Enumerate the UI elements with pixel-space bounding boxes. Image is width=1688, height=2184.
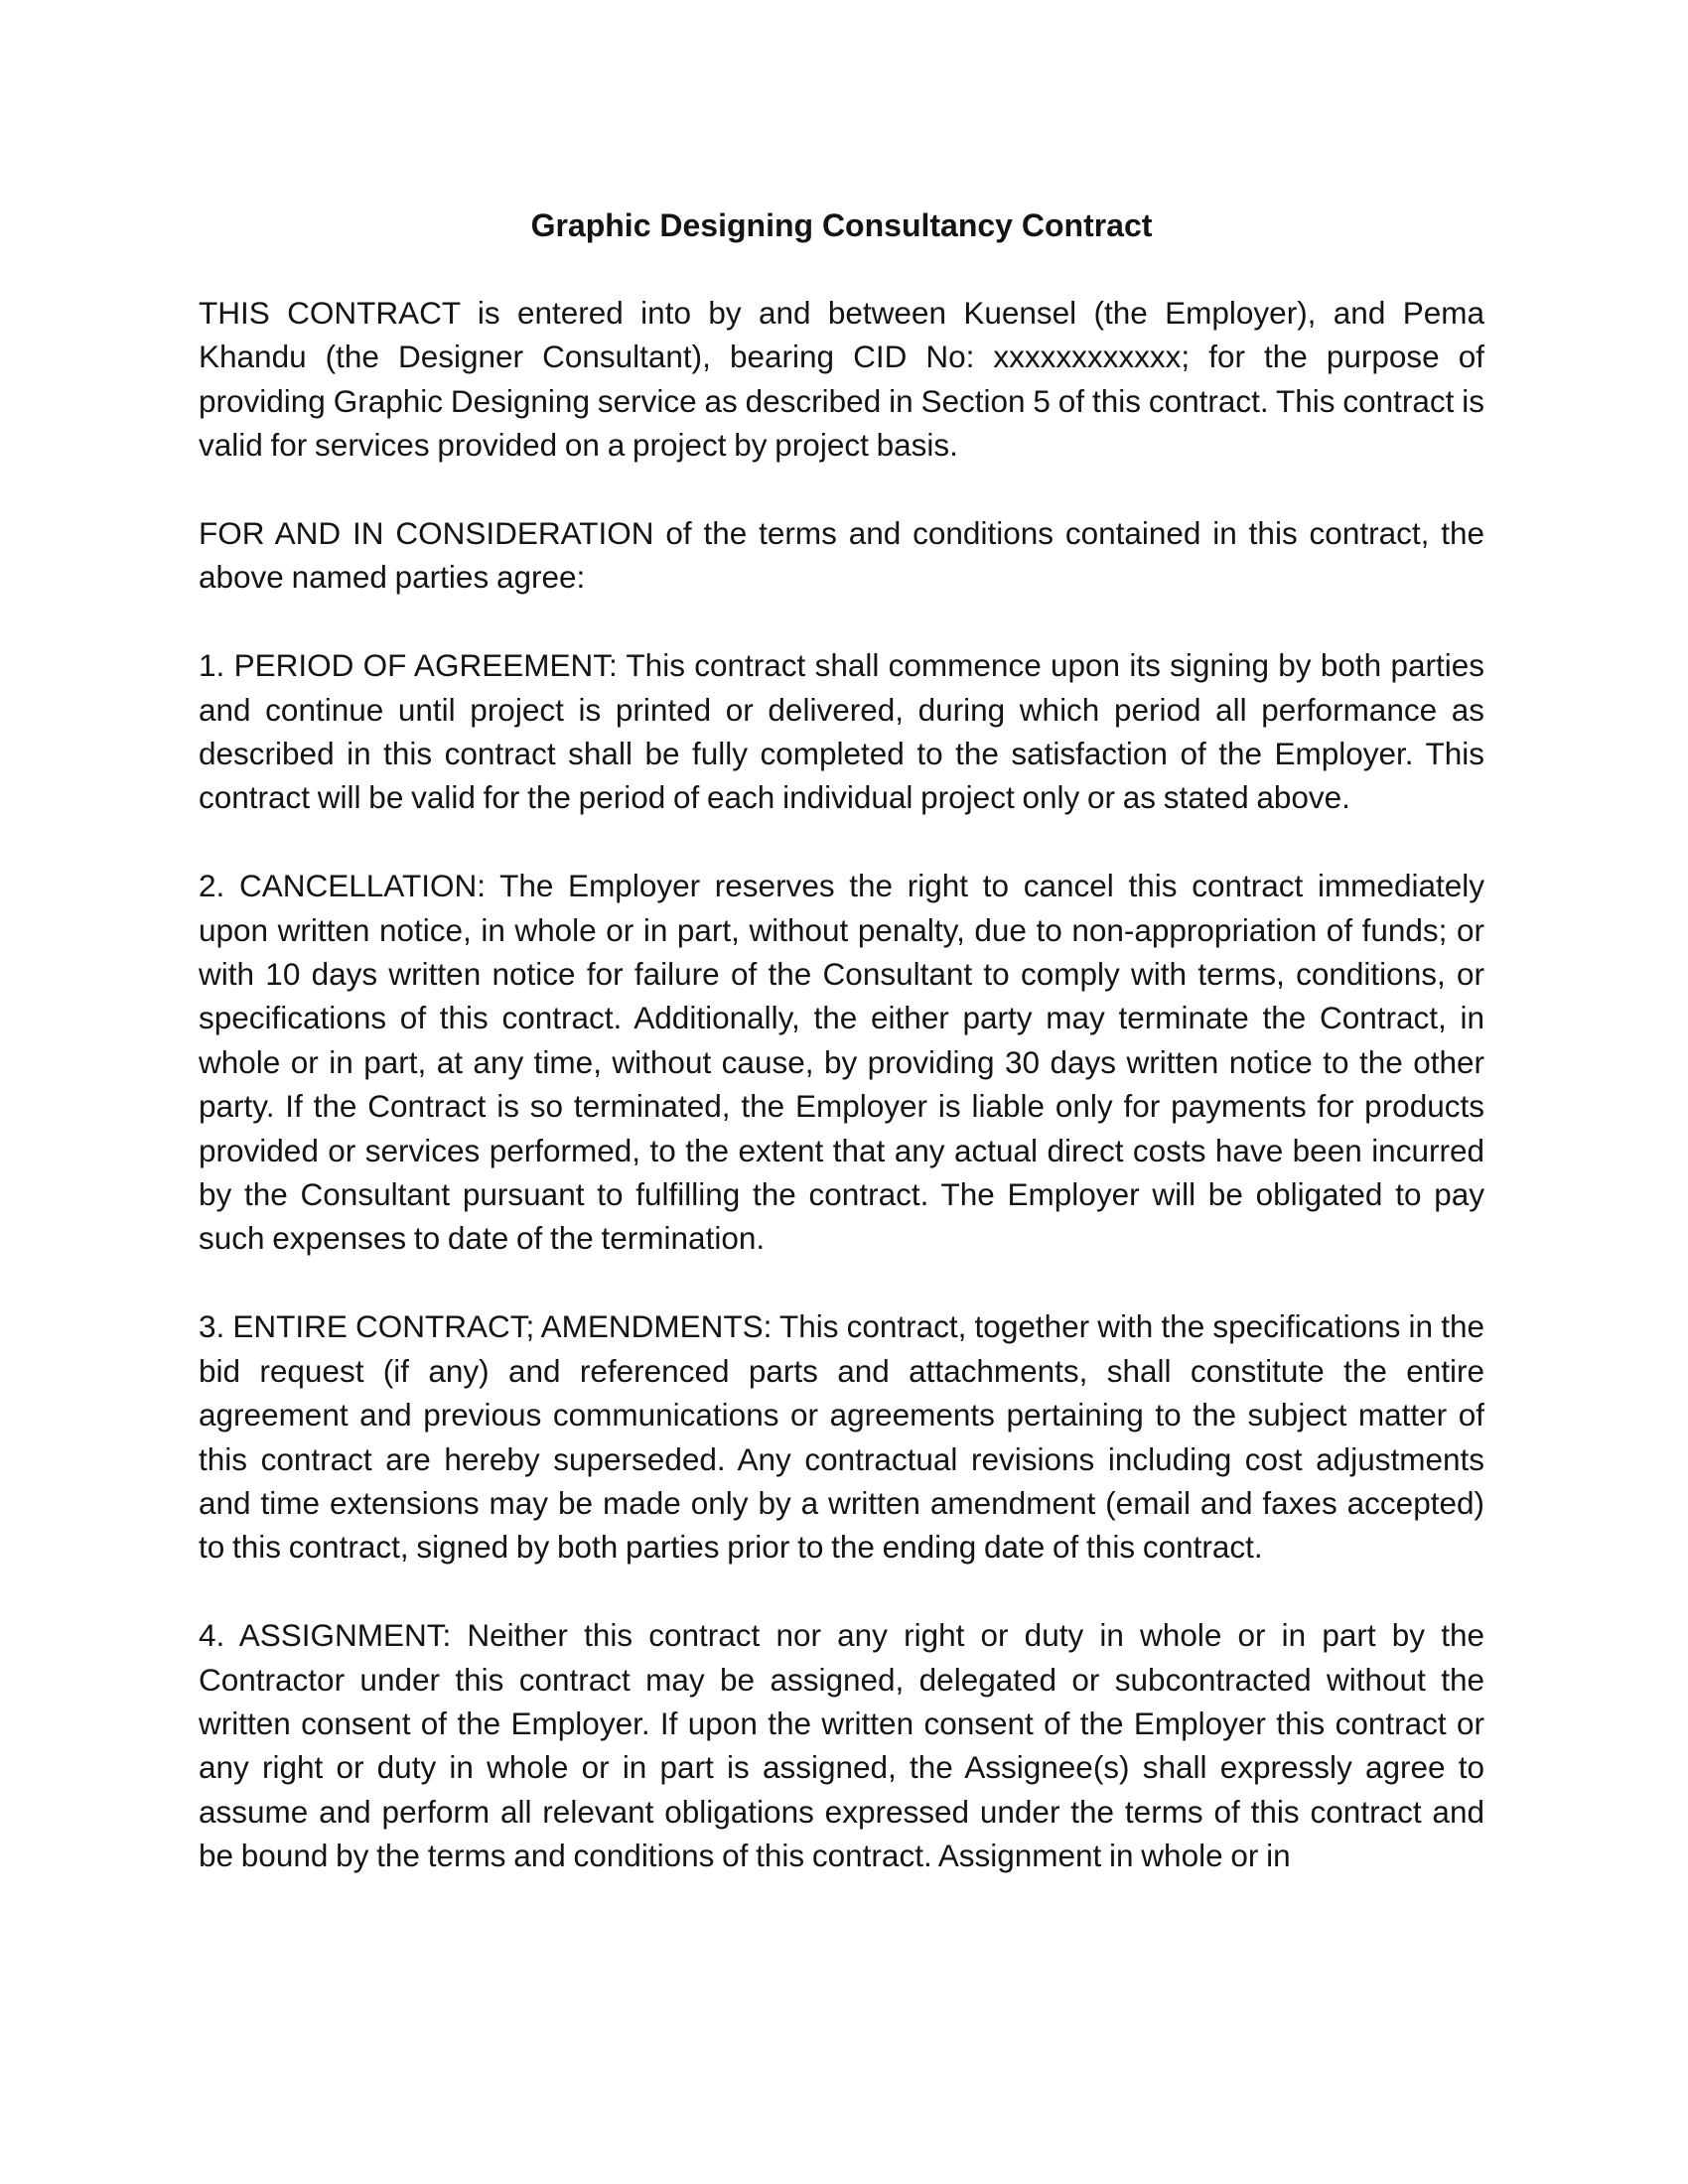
clause-entire-contract-amendments: 3. ENTIRE CONTRACT; AMENDMENTS: This contract, together with the specifications in the bid request (if any) and referenced parts and attachments, shall constitute the entire agreement and previous communications or agreements pertaining to the subject matter of this contract are hereby superseded. Any contractual revisions including cost adjustments and time extensions may be made only by a written amendment (email and faxes accepted) to this contract, signed by both parties prior to the ending date of this contract. bbox=[199, 1308, 1484, 1566]
clause-period-of-agreement: 1. PERIOD OF AGREEMENT: This contract shall commence upon its signing by both parties and continue until project is printed or delivered, during which period all performance as described in this contract shall be fully completed to the satisfaction of the Employer. This contract will be valid for the period of each individual project only or as stated above. bbox=[199, 647, 1484, 816]
contract-title: Graphic Designing Consultancy Contract bbox=[530, 207, 1153, 243]
clause-cancellation: 2. CANCELLATION: The Employer reserves the right to cancel this contract immediately upon written notice, in whole or in part, without penalty, due to non-appropriation of funds; or with 10 days written notice for failure of the Consultant to comply with terms, conditions, or specifications of this contract. Additionally, the either party may terminate the Contract, in whole or in part, at any time, without cause, by providing 30 days written notice to the other party. If the Contract is so terminated, the Employer is liable only for payments for products provided or services performed, to the extent that any actual direct costs have been incurred by the Consultant pursuant to fulfilling the contract. The Employer will be obligated to pay such expenses to date of the termination. bbox=[199, 868, 1484, 1257]
intro-paragraph: THIS CONTRACT is entered into by and between Kuensel (the Employer), and Pema Khandu (the Designer Consultant), bearing CID No: xxxxxxxxxxxx; for the purpose of providing Graphic Designing service as described in Section 5 of this contract. This contract is valid for services provided on a project by project basis. bbox=[199, 295, 1484, 464]
contract-page bbox=[199, 204, 1484, 1878]
clause-assignment: 4. ASSIGNMENT: Neither this contract nor any right or duty in whole or in part by the Contractor under this contract may be assigned, delegated or subcontracted without the written consent of the Employer. If upon the written consent of the Employer this contract or any right or duty in whole or in part is assigned, the Assignee(s) shall expressly agree to assume and perform all relevant obligations expressed under the terms of this contract and be bound by the terms and conditions of this contract. Assignment in whole or in bbox=[199, 1617, 1484, 1874]
consideration-paragraph: FOR AND IN CONSIDERATION of the terms and conditions contained in this contract, the above named parties agree: bbox=[199, 515, 1484, 596]
